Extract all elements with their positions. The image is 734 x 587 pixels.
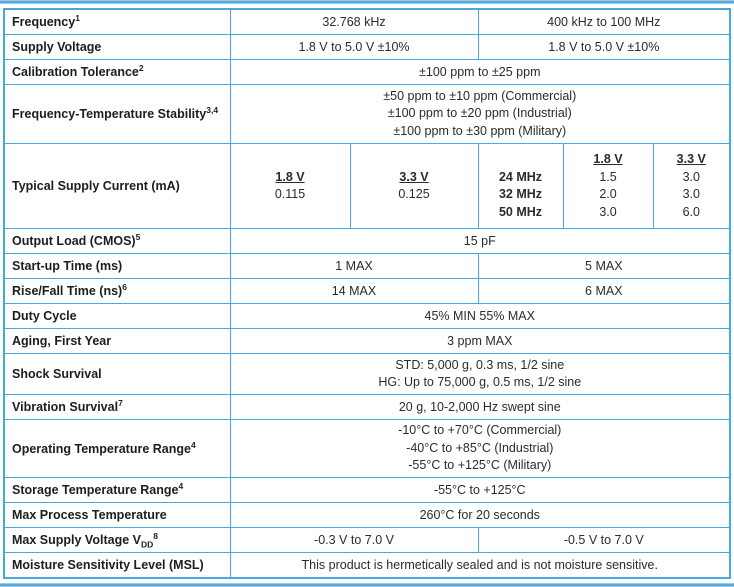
row-vibration-survival [4,395,730,420]
footnote-ref: 4 [178,480,184,491]
vdd-subscript: DD [140,539,154,550]
footnote-ref: 3,4 [206,104,219,115]
value-output-load: 15 pF [230,229,730,254]
label-text: Vibration Survival [12,400,119,414]
voltage-header: 3.3 V [399,169,429,184]
spec-label-startup-time: Start-up Time (ms) [4,254,230,279]
optemp-military: -55°C to +125°C (Military) [408,458,552,473]
current-mhz-3v3-cell [653,144,730,229]
row-supply-voltage [4,35,730,60]
row-max-process-temp [4,503,730,528]
current-khz-1v8-cell [230,144,350,229]
label-text: Storage Temperature Range [12,483,179,497]
spec-label-operating-temp-range [4,420,230,478]
spec-label-vibration-survival [4,395,230,420]
value-rise-fall-mhz: 6 MAX [478,279,730,304]
label-text: Frequency-Temperature Stability [12,107,207,121]
spec-label-aging: Aging, First Year [4,329,230,354]
spec-label-frequency [4,9,230,35]
value-calibration-tolerance: ±100 ppm to ±25 ppm [230,60,730,85]
current-khz-3v3-cell [350,144,478,229]
shock-std: STD: 5,000 g, 0.3 ms, 1/2 sine [395,357,565,372]
voltage-header: 3.3 V [676,152,706,166]
footnote-ref: 2 [138,62,144,73]
current-mhz-1v8-cell [563,144,653,229]
voltage-header: 1.8 V [593,152,623,166]
top-frame-rule [0,0,734,4]
footnote-ref: 5 [135,231,141,242]
current-value: 6.0 [682,204,700,219]
spec-label-rise-fall-time [4,279,230,304]
value-startup-mhz: 5 MAX [478,254,730,279]
stability-military: ±100 ppm to ±30 ppm (Military) [393,123,567,138]
row-duty-cycle [4,304,730,329]
value-msl: This product is hermetically sealed and is not moisture sensitive. [230,553,730,579]
row-typical-supply-current [4,144,730,229]
row-aging [4,329,730,354]
current-mhz-freq-cell [478,144,563,229]
value-operating-temp-range [230,420,730,478]
spec-label-max-process-temp: Max Process Temperature [4,503,230,528]
current-value: 1.5 [599,169,617,184]
voltage-header: 1.8 V [275,169,305,184]
spec-label-shock-survival: Shock Survival [4,354,230,395]
current-value: 0.115 [274,187,306,201]
row-rise-fall-time [4,279,730,304]
value-frequency-mhz: 400 kHz to 100 MHz [478,9,730,35]
spec-label-supply-voltage: Supply Voltage [4,35,230,60]
label-text: Rise/Fall Time (ns) [12,284,123,298]
row-operating-temp-range [4,420,730,478]
spec-label-duty-cycle: Duty Cycle [4,304,230,329]
footnote-ref: 4 [190,439,196,450]
row-calibration-tolerance [4,60,730,85]
spec-label-storage-temp-range [4,478,230,503]
label-text: Calibration Tolerance [12,65,139,79]
value-freq-temp-stability [230,85,730,144]
optemp-industrial: -40°C to +85°C (Industrial) [406,440,554,455]
value-storage-temp-range: -55°C to +125°C [230,478,730,503]
footnote-ref: 6 [122,281,127,292]
stability-commercial: ±50 ppm to ±10 ppm (Commercial) [383,88,577,103]
row-frequency [4,9,730,35]
row-freq-temp-stability [4,85,730,144]
spec-label-freq-temp-stability [4,85,230,144]
current-value: 3.0 [682,169,700,184]
label-text: Operating Temperature Range [12,441,191,456]
footnote-ref: 7 [118,397,123,408]
freq-label: 24 MHz [498,169,543,184]
value-startup-khz: 1 MAX [230,254,478,279]
shock-hg: HG: Up to 75,000 g, 0.5 ms, 1/2 sine [378,375,582,389]
specifications-table [3,8,731,579]
value-supply-voltage-mhz: 1.8 V to 5.0 V ±10% [478,35,730,60]
spec-label-calibration-tolerance [4,60,230,85]
stability-industrial: ±100 ppm to ±20 ppm (Industrial) [387,106,572,121]
current-value: 3.0 [682,187,700,201]
current-value: 2.0 [599,187,617,201]
row-storage-temp-range [4,478,730,503]
spec-label-typical-supply-current: Typical Supply Current (mA) [4,144,230,229]
current-value: 3.0 [599,204,617,219]
spec-label-max-supply-voltage [4,528,230,553]
current-value: 0.125 [398,187,430,201]
freq-label: 50 MHz [498,204,543,219]
value-max-process-temp: 260°C for 20 seconds [230,503,730,528]
footnote-ref: 1 [75,12,80,23]
spec-label-msl: Moisture Sensitivity Level (MSL) [4,553,230,579]
label-text: Frequency [12,15,76,29]
value-duty-cycle: 45% MIN 55% MAX [230,304,730,329]
value-supply-voltage-khz: 1.8 V to 5.0 V ±10% [230,35,478,60]
optemp-commercial: -10°C to +70°C (Commercial) [398,423,562,438]
row-msl [4,553,730,579]
footnote-ref: 8 [153,530,158,541]
value-aging: 3 ppm MAX [230,329,730,354]
value-max-supply-mhz: -0.5 V to 7.0 V [478,528,730,553]
freq-label: 32 MHz [498,187,543,201]
row-output-load [4,229,730,254]
row-max-supply-voltage [4,528,730,553]
value-max-supply-khz: -0.3 V to 7.0 V [230,528,478,553]
spec-label-output-load [4,229,230,254]
value-frequency-khz: 32.768 kHz [230,9,478,35]
label-text: Max Supply Voltage V [12,533,141,547]
value-vibration-survival: 20 g, 10-2,000 Hz swept sine [230,395,730,420]
value-rise-fall-khz: 14 MAX [230,279,478,304]
row-shock-survival [4,354,730,395]
bottom-frame-rule [0,583,734,587]
spacer [481,151,561,169]
value-shock-survival [230,354,730,395]
row-startup-time [4,254,730,279]
label-text: Output Load (CMOS) [12,234,136,248]
